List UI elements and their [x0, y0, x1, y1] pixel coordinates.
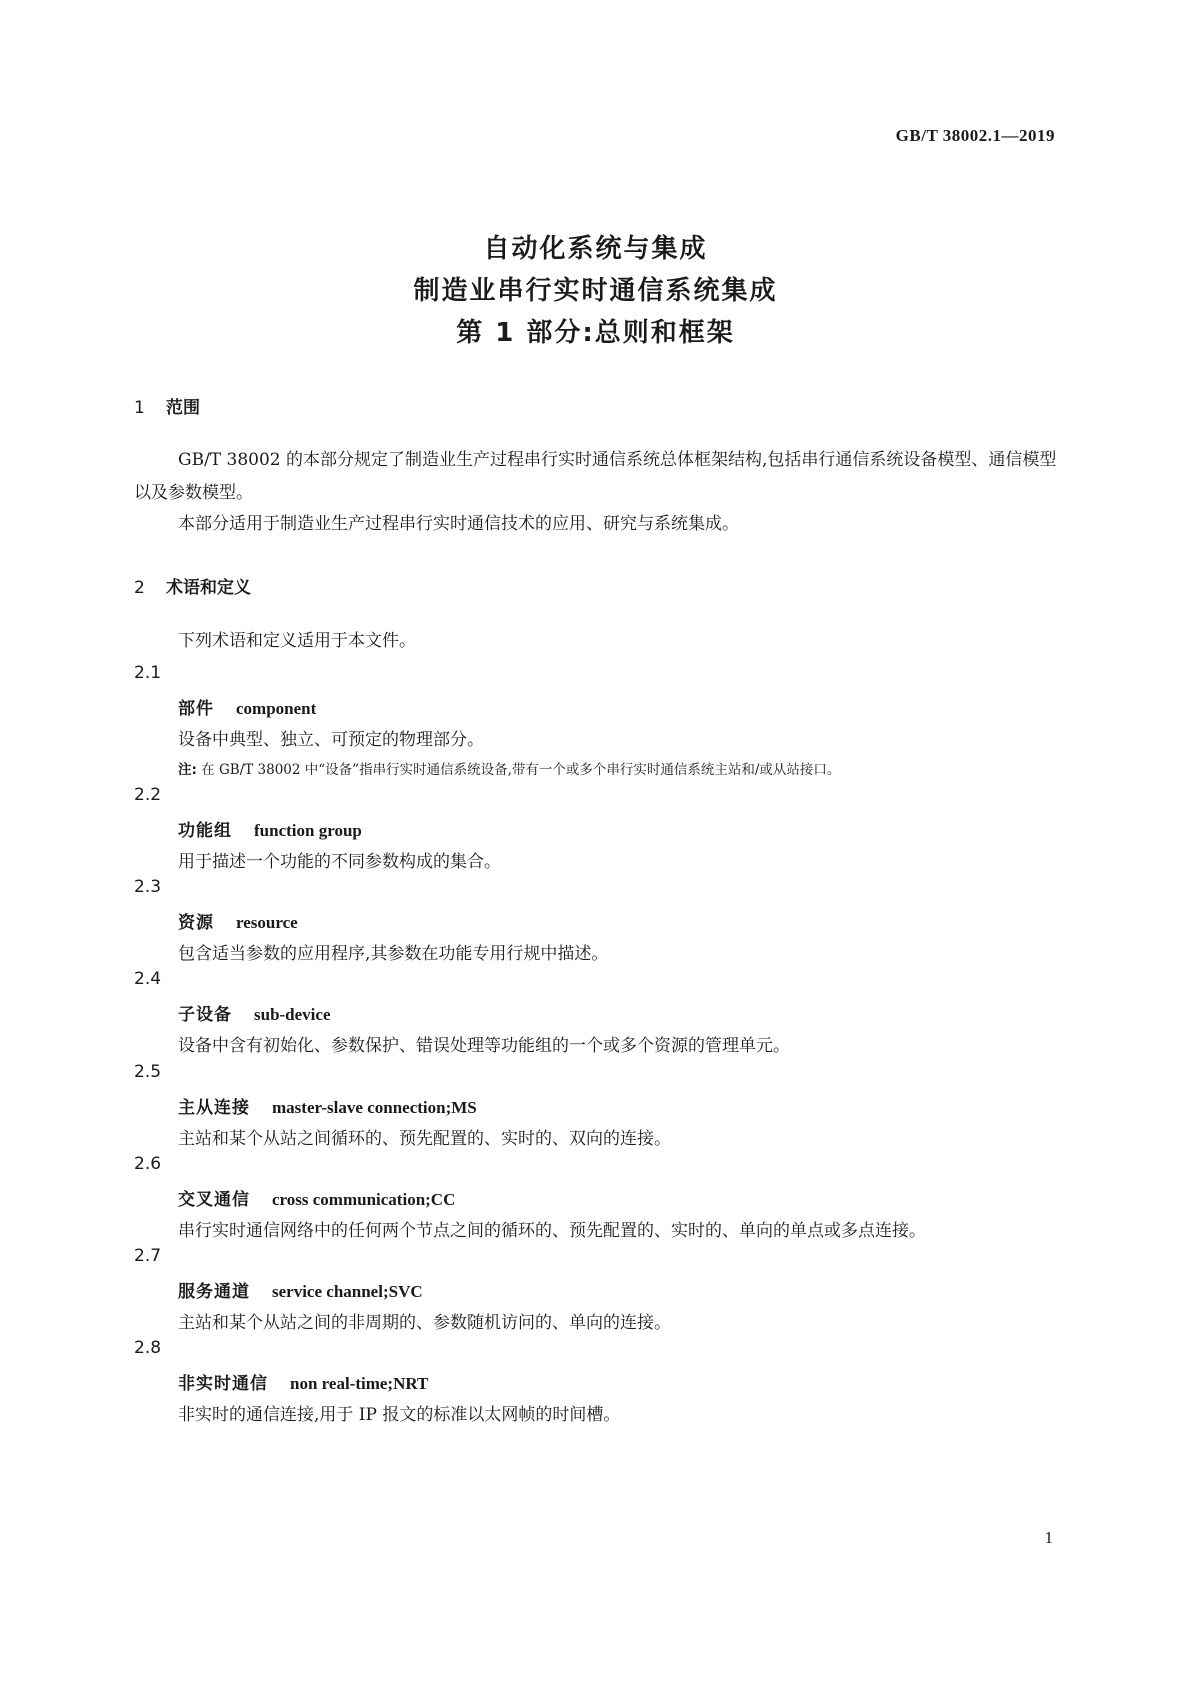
standard-number: GB/T 38002.1—2019: [895, 126, 1055, 145]
term-number: 2.2: [134, 785, 162, 805]
title-line-2: 制造业串行实时通信系统集成: [413, 276, 778, 306]
term-name: [178, 1277, 423, 1302]
term-zh: 功能组: [178, 821, 232, 841]
term-number: 2.5: [134, 1062, 162, 1082]
section-2-intro: 下列术语和定义适用于本文件。: [178, 631, 416, 651]
section-2-title: 术语和定义: [166, 578, 251, 598]
term-definition: 设备中典型、独立、可预定的物理部分。: [178, 730, 484, 750]
term-number: 2.1: [134, 663, 162, 683]
note-text: 在 GB/T 38002 中“设备”指串行实时通信系统设备,带有一个或多个串行实时通信系统主站和/或从站接口。: [201, 762, 841, 778]
term-definition: 用于描述一个功能的不同参数构成的集合。: [178, 852, 501, 872]
term-definition: 非实时的通信连接,用于 IP 报文的标准以太网帧的时间槽。: [178, 1405, 621, 1425]
term-zh: 子设备: [178, 1005, 232, 1025]
title-line-3: 第 1 部分:总则和框架: [456, 318, 735, 348]
section-1-heading: [134, 393, 200, 418]
note-label: 注:: [178, 762, 197, 778]
term-zh: 部件: [178, 699, 214, 719]
term-number: 2.7: [134, 1246, 162, 1266]
section-1-number: 1: [134, 398, 145, 418]
term-en: component: [236, 699, 317, 718]
term-en: service channel;SVC: [272, 1282, 423, 1301]
term-name: [178, 694, 316, 719]
term-zh: 资源: [178, 913, 214, 933]
section-2-heading: [134, 573, 251, 598]
term-zh: 非实时通信: [178, 1374, 268, 1394]
term-zh: 交叉通信: [178, 1190, 250, 1210]
term-en: resource: [236, 913, 298, 932]
title-line-1: 自动化系统与集成: [483, 234, 708, 264]
term-definition: 串行实时通信网络中的任何两个节点之间的循环的、预先配置的、实时的、单向的单点或多点连接。: [178, 1221, 926, 1241]
term-name: [178, 816, 362, 841]
section-1-paragraph-2: 本部分适用于制造业生产过程串行实时通信技术的应用、研究与系统集成。: [178, 514, 739, 534]
term-number: 2.6: [134, 1154, 162, 1174]
term-name: [178, 1000, 331, 1025]
term-definition: 主站和某个从站之间的非周期的、参数随机访问的、单向的连接。: [178, 1313, 671, 1333]
term-zh: 主从连接: [178, 1098, 250, 1118]
term-note: [178, 758, 840, 778]
term-name: [178, 1093, 477, 1118]
section-1-paragraph-1: GB/T 38002 的本部分规定了制造业生产过程串行实时通信系统总体框架结构,包括串行通信系统设备模型、通信模型以及参数模型。: [134, 450, 1057, 503]
term-en: sub-device: [254, 1005, 331, 1024]
term-definition: 包含适当参数的应用程序,其参数在功能专用行规中描述。: [178, 944, 609, 964]
section-1-title: 范围: [166, 398, 200, 418]
term-definition: 主站和某个从站之间循环的、预先配置的、实时的、双向的连接。: [178, 1129, 671, 1149]
term-name: [178, 908, 298, 933]
term-number: 2.8: [134, 1338, 162, 1358]
term-en: cross communication;CC: [272, 1190, 456, 1209]
term-en: function group: [254, 821, 362, 840]
term-number: 2.4: [134, 969, 162, 989]
term-number: 2.3: [134, 877, 162, 897]
section-2-number: 2: [134, 578, 145, 598]
term-definition: 设备中含有初始化、参数保护、错误处理等功能组的一个或多个资源的管理单元。: [178, 1036, 790, 1056]
term-en: master-slave connection;MS: [272, 1098, 477, 1117]
term-name: [178, 1369, 428, 1394]
document-title: [0, 228, 1191, 354]
page-number: 1: [1044, 1528, 1053, 1547]
term-en: non real-time;NRT: [290, 1374, 429, 1393]
term-name: [178, 1185, 455, 1210]
term-zh: 服务通道: [178, 1282, 250, 1302]
